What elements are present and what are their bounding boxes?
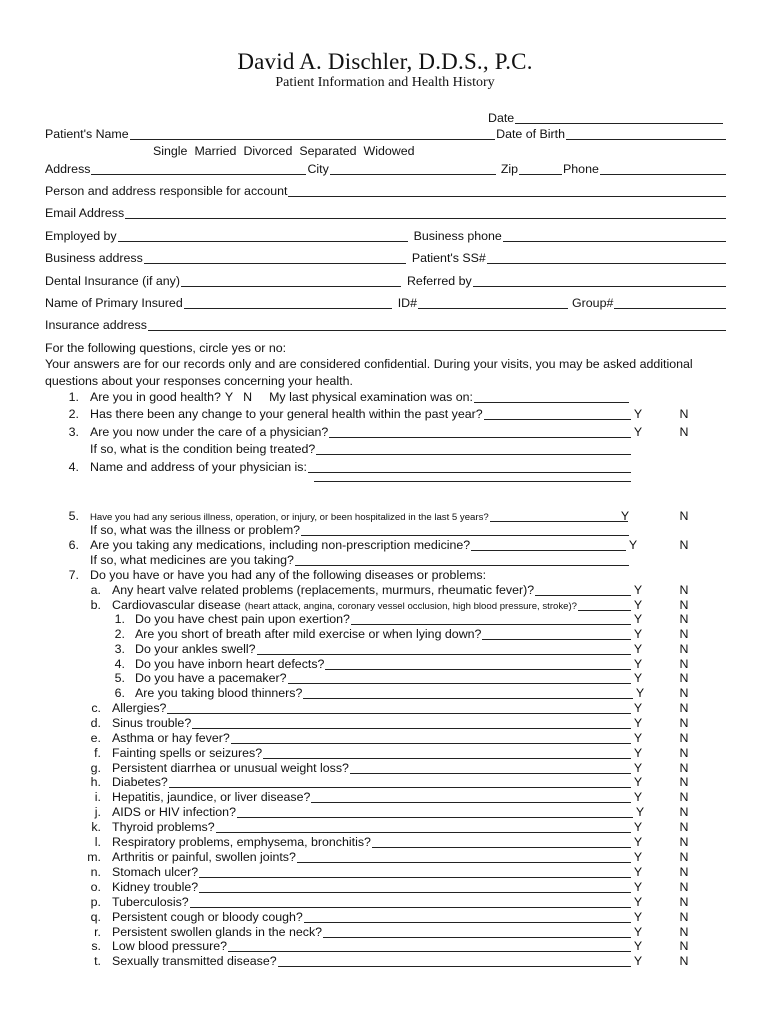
q7-item-a bbox=[45, 582, 632, 598]
item-letter: 4. bbox=[114, 657, 125, 671]
question-1 bbox=[45, 389, 630, 405]
answer-line[interactable] bbox=[237, 817, 633, 818]
date-row bbox=[488, 110, 724, 126]
answer-line[interactable] bbox=[297, 862, 631, 863]
responsible-label: Person and address responsible for account bbox=[45, 184, 288, 198]
q7b-yes-option[interactable]: Y bbox=[633, 598, 643, 612]
question-text: Has there been any change to your general health within the past year? bbox=[90, 407, 483, 421]
q7d-no-option[interactable]: N bbox=[679, 716, 689, 730]
answer-line[interactable] bbox=[263, 758, 631, 759]
item-text: Any heart valve related problems (replacements, murmurs, rheumatic fever)? bbox=[112, 583, 535, 597]
item-letter: j. bbox=[94, 805, 101, 819]
q7r-no-option[interactable]: N bbox=[679, 925, 689, 939]
q7h-no-option[interactable]: N bbox=[679, 775, 689, 789]
q7b5-no-option[interactable]: N bbox=[679, 671, 689, 685]
question-text: Are you now under the care of a physician? bbox=[90, 425, 329, 439]
primary-insured-field[interactable] bbox=[184, 308, 392, 309]
date-field[interactable] bbox=[515, 123, 723, 124]
q7b2-yes-option[interactable]: Y bbox=[633, 627, 643, 641]
medicines-label: If so, what medicines are you taking? bbox=[90, 553, 294, 567]
q7p-no-option[interactable]: N bbox=[679, 895, 689, 909]
q7b4-no-option[interactable]: N bbox=[679, 657, 689, 671]
item-text: Do your ankles swell? bbox=[135, 642, 256, 656]
q7f-no-option[interactable]: N bbox=[679, 746, 689, 760]
answer-line[interactable] bbox=[216, 832, 631, 833]
dental-insurance-field[interactable] bbox=[181, 286, 401, 287]
question-2 bbox=[45, 406, 632, 422]
item-text: Fainting spells or seizures? bbox=[112, 746, 263, 760]
answer-line[interactable] bbox=[199, 892, 631, 893]
physician-field-line-2 bbox=[313, 479, 632, 495]
q6-no-option[interactable]: N bbox=[679, 538, 689, 552]
patients-name-field[interactable] bbox=[130, 139, 495, 140]
last-physical-label: My last physical examination was on: bbox=[269, 390, 473, 404]
city-label: City bbox=[307, 162, 329, 176]
q7r-yes-option[interactable]: Y bbox=[633, 925, 643, 939]
q7-item-l bbox=[45, 834, 632, 850]
item-text: Sinus trouble? bbox=[112, 716, 192, 730]
patient-name-row bbox=[45, 126, 727, 142]
illness-label: If so, what was the illness or problem? bbox=[90, 523, 301, 537]
item-text: Persistent cough or bloody cough? bbox=[112, 910, 303, 924]
marital-status-options bbox=[153, 143, 415, 159]
q7-item-c bbox=[45, 700, 632, 716]
dental-insurance-label: Dental Insurance (if any) bbox=[45, 274, 180, 288]
item-letter: g. bbox=[90, 761, 101, 775]
q7q-yes-option[interactable]: Y bbox=[633, 910, 643, 924]
question-6 bbox=[45, 537, 627, 553]
q7m-yes-option[interactable]: Y bbox=[633, 850, 643, 864]
zip-label: Zip bbox=[500, 162, 519, 176]
q7c-no-option[interactable]: N bbox=[679, 701, 689, 715]
answer-line[interactable] bbox=[278, 966, 631, 967]
answer-line[interactable] bbox=[484, 419, 631, 420]
answer-line[interactable] bbox=[288, 683, 631, 684]
item-letter: 1. bbox=[114, 612, 125, 626]
item-letter: 3. bbox=[114, 642, 125, 656]
q7-item-d bbox=[45, 715, 632, 731]
date-of-birth-field[interactable] bbox=[566, 139, 726, 140]
q7j-no-option[interactable]: N bbox=[679, 805, 689, 819]
q7-item-t bbox=[45, 953, 632, 969]
question-number: 5. bbox=[68, 509, 79, 523]
insurance-address-field[interactable] bbox=[148, 330, 726, 331]
q7m-no-option[interactable]: N bbox=[679, 850, 689, 864]
insurance-address-label: Insurance address bbox=[45, 318, 147, 332]
q3-yes-option[interactable]: Y bbox=[633, 425, 643, 439]
last-physical-field[interactable] bbox=[474, 402, 629, 403]
answer-line[interactable] bbox=[372, 847, 631, 848]
question-text: Do you have or have you had any of the following diseases or problems: bbox=[90, 568, 487, 582]
q2-yes-option[interactable]: Y bbox=[633, 407, 643, 421]
item-letter: t. bbox=[94, 954, 101, 968]
q7-sub-item-3 bbox=[45, 641, 632, 657]
answer-line[interactable] bbox=[535, 595, 631, 596]
referred-field[interactable] bbox=[473, 286, 726, 287]
condition-field[interactable] bbox=[316, 454, 631, 455]
status-single[interactable]: Single bbox=[153, 144, 188, 158]
responsible-field[interactable] bbox=[288, 196, 726, 197]
primary-insured-row bbox=[45, 295, 727, 311]
patients-name-label: Patient's Name bbox=[45, 127, 129, 141]
q7l-yes-option[interactable]: Y bbox=[633, 835, 643, 849]
item-text: Are you taking blood thinners? bbox=[135, 686, 303, 700]
q7b5-yes-option[interactable]: Y bbox=[633, 671, 643, 685]
item-text: Do you have a pacemaker? bbox=[135, 671, 287, 685]
status-separated[interactable]: Separated bbox=[299, 144, 357, 158]
answer-line[interactable] bbox=[228, 951, 631, 952]
q1-yes-option[interactable]: Y bbox=[224, 390, 234, 404]
q7o-no-option[interactable]: N bbox=[679, 880, 689, 894]
q7t-no-option[interactable]: N bbox=[679, 954, 689, 968]
item-letter: m. bbox=[87, 850, 101, 864]
answer-line[interactable] bbox=[303, 698, 633, 699]
q7i-yes-option[interactable]: Y bbox=[633, 790, 643, 804]
q7-item-m bbox=[45, 849, 632, 865]
instructions-line-3: questions about your responses concerning your health. bbox=[45, 374, 353, 388]
question-6-followup bbox=[45, 552, 630, 568]
answer-line[interactable] bbox=[167, 713, 631, 714]
email-label: Email Address bbox=[45, 206, 125, 220]
item-note: (heart attack, angina, coronary vessel occlusion, high blood pressure, stroke)? bbox=[244, 601, 578, 612]
q7-sub-item-2 bbox=[45, 626, 632, 642]
business-address-field[interactable] bbox=[144, 263, 406, 264]
item-text: Asthma or hay fever? bbox=[112, 731, 230, 745]
answer-line[interactable] bbox=[257, 654, 631, 655]
page-title: David A. Dischler, D.D.S., P.C. bbox=[237, 49, 533, 74]
q7-item-o bbox=[45, 879, 632, 895]
q7o-yes-option[interactable]: Y bbox=[633, 880, 643, 894]
q7-item-q bbox=[45, 909, 632, 925]
item-text: Thyroid problems? bbox=[112, 820, 215, 834]
email-row bbox=[45, 205, 727, 221]
item-letter: s. bbox=[91, 939, 101, 953]
item-text: Respiratory problems, emphysema, bronchitis? bbox=[112, 835, 371, 849]
zip-field[interactable] bbox=[519, 174, 562, 175]
question-text: Are you in good health? bbox=[90, 390, 221, 404]
item-letter: d. bbox=[90, 716, 101, 730]
answer-line[interactable] bbox=[329, 437, 631, 438]
q7-item-h bbox=[45, 774, 632, 790]
responsible-row bbox=[45, 183, 727, 199]
answer-line[interactable] bbox=[311, 802, 631, 803]
q1-no-option[interactable]: N bbox=[243, 390, 253, 404]
status-widowed[interactable]: Widowed bbox=[363, 144, 415, 158]
status-divorced[interactable]: Divorced bbox=[243, 144, 293, 158]
medicines-field[interactable] bbox=[295, 565, 629, 566]
item-text: Cardiovascular disease bbox=[112, 598, 241, 612]
q5-yes-option[interactable]: Y bbox=[620, 509, 630, 523]
q7j-yes-option[interactable]: Y bbox=[635, 805, 645, 819]
q7b1-yes-option[interactable]: Y bbox=[633, 612, 643, 626]
q7-item-j bbox=[45, 804, 634, 820]
answer-line[interactable] bbox=[169, 787, 631, 788]
q7g-no-option[interactable]: N bbox=[679, 761, 689, 775]
answer-line[interactable] bbox=[351, 624, 631, 625]
question-text: Are you taking any medications, including non-prescription medicine? bbox=[90, 538, 471, 552]
question-3 bbox=[45, 424, 632, 440]
phone-label: Phone bbox=[563, 162, 599, 176]
question-number: 7. bbox=[68, 568, 79, 582]
status-married[interactable]: Married bbox=[194, 144, 237, 158]
item-text: Kidney trouble? bbox=[112, 880, 199, 894]
q3-no-option[interactable]: N bbox=[679, 425, 689, 439]
address-label: Address bbox=[45, 162, 91, 176]
item-text: Do you have chest pain upon exertion? bbox=[135, 612, 350, 626]
q7a-no-option[interactable]: N bbox=[679, 583, 689, 597]
item-text: Tuberculosis? bbox=[112, 895, 189, 909]
q7g-yes-option[interactable]: Y bbox=[633, 761, 643, 775]
answer-line[interactable] bbox=[231, 743, 631, 744]
answer-line[interactable] bbox=[192, 728, 631, 729]
q7q-no-option[interactable]: N bbox=[679, 910, 689, 924]
q7-sub-item-5 bbox=[45, 670, 632, 686]
answer-line[interactable] bbox=[304, 922, 631, 923]
q7b4-yes-option[interactable]: Y bbox=[633, 657, 643, 671]
ss-field[interactable] bbox=[487, 263, 726, 264]
item-letter: q. bbox=[90, 910, 101, 924]
item-text: Sexually transmitted disease? bbox=[112, 954, 277, 968]
item-letter: c. bbox=[91, 701, 101, 715]
q7-item-s bbox=[45, 938, 632, 954]
condition-label: If so, what is the condition being treated? bbox=[90, 442, 316, 456]
item-text: Persistent diarrhea or unusual weight loss? bbox=[112, 761, 349, 775]
email-field[interactable] bbox=[125, 218, 726, 219]
q7c-yes-option[interactable]: Y bbox=[633, 701, 643, 715]
answer-line[interactable] bbox=[471, 550, 626, 551]
question-5-followup bbox=[45, 522, 630, 538]
q2-no-option[interactable]: N bbox=[679, 407, 689, 421]
business-phone-label: Business phone bbox=[413, 229, 502, 243]
address-field[interactable] bbox=[91, 174, 306, 175]
q7n-no-option[interactable]: N bbox=[679, 865, 689, 879]
q7b1-no-option[interactable]: N bbox=[679, 612, 689, 626]
answer-line[interactable] bbox=[482, 639, 631, 640]
q7n-yes-option[interactable]: Y bbox=[633, 865, 643, 879]
business-address-row bbox=[45, 250, 727, 266]
address-row bbox=[45, 161, 727, 177]
dental-insurance-row bbox=[45, 273, 727, 289]
q7t-yes-option[interactable]: Y bbox=[633, 954, 643, 968]
business-address-label: Business address bbox=[45, 251, 143, 265]
q7e-yes-option[interactable]: Y bbox=[633, 731, 643, 745]
q7b6-no-option[interactable]: N bbox=[679, 686, 689, 700]
instructions-line-1: For the following questions, circle yes or no: bbox=[45, 341, 287, 355]
q7-sub-item-6 bbox=[45, 685, 634, 701]
ss-label: Patient's SS# bbox=[411, 251, 486, 265]
item-letter: i. bbox=[94, 790, 101, 804]
q7d-yes-option[interactable]: Y bbox=[633, 716, 643, 730]
employed-row bbox=[45, 228, 727, 244]
insurance-address-row bbox=[45, 317, 727, 333]
item-letter: p. bbox=[90, 895, 101, 909]
question-number: 4. bbox=[68, 460, 79, 474]
item-letter: r. bbox=[94, 925, 101, 939]
q7h-yes-option[interactable]: Y bbox=[633, 775, 643, 789]
q7-item-i bbox=[45, 789, 632, 805]
group-label: Group# bbox=[572, 296, 614, 310]
q7b-no-option[interactable]: N bbox=[679, 598, 689, 612]
question-number: 6. bbox=[68, 538, 79, 552]
item-text: Persistent swollen glands in the neck? bbox=[112, 925, 323, 939]
physician-field[interactable] bbox=[308, 472, 631, 473]
question-7 bbox=[45, 567, 630, 583]
q7-item-e bbox=[45, 730, 632, 746]
q7b6-yes-option[interactable]: Y bbox=[635, 686, 645, 700]
item-letter: n. bbox=[90, 865, 101, 879]
answer-line[interactable] bbox=[190, 907, 631, 908]
q7k-no-option[interactable]: N bbox=[679, 820, 689, 834]
referred-label: Referred by bbox=[406, 274, 472, 288]
illness-field[interactable] bbox=[301, 535, 629, 536]
item-text: Allergies? bbox=[112, 701, 167, 715]
item-text: Do you have inborn heart defects? bbox=[135, 657, 325, 671]
group-field[interactable] bbox=[614, 308, 726, 309]
question-4 bbox=[45, 459, 632, 475]
q7-item-f bbox=[45, 745, 632, 761]
q7-item-p bbox=[45, 894, 632, 910]
q7a-yes-option[interactable]: Y bbox=[633, 583, 643, 597]
item-text: Low blood pressure? bbox=[112, 939, 228, 953]
item-letter: l. bbox=[94, 835, 101, 849]
item-letter: 5. bbox=[114, 671, 125, 685]
item-text: Stomach ulcer? bbox=[112, 865, 199, 879]
q7b2-no-option[interactable]: N bbox=[679, 627, 689, 641]
question-number: 2. bbox=[68, 407, 79, 421]
q7b3-yes-option[interactable]: Y bbox=[633, 642, 643, 656]
employed-field[interactable] bbox=[118, 241, 408, 242]
instructions-line-2: Your answers are for our records only and are considered confidential. During your visits, you may be asked additional bbox=[45, 357, 693, 371]
q7f-yes-option[interactable]: Y bbox=[633, 746, 643, 760]
page-subtitle: Patient Information and Health History bbox=[275, 75, 495, 90]
q7-item-k bbox=[45, 819, 632, 835]
date-label: Date bbox=[488, 111, 515, 125]
question-number: 3. bbox=[68, 425, 79, 439]
q7s-no-option[interactable]: N bbox=[679, 939, 689, 953]
q7i-no-option[interactable]: N bbox=[679, 790, 689, 804]
physician-field-2[interactable] bbox=[314, 481, 631, 482]
id-field[interactable] bbox=[418, 308, 568, 309]
q7-sub-item-1 bbox=[45, 611, 632, 627]
item-letter: 6. bbox=[114, 686, 125, 700]
item-letter: a. bbox=[90, 583, 101, 597]
item-letter: o. bbox=[90, 880, 101, 894]
answer-line[interactable] bbox=[199, 877, 631, 878]
primary-insured-label: Name of Primary Insured bbox=[45, 296, 183, 310]
item-text: Hepatitis, jaundice, or liver disease? bbox=[112, 790, 311, 804]
q7p-yes-option[interactable]: Y bbox=[633, 895, 643, 909]
q7-item-n bbox=[45, 864, 632, 880]
employed-label: Employed by bbox=[45, 229, 117, 243]
q7s-yes-option[interactable]: Y bbox=[633, 939, 643, 953]
q7e-no-option[interactable]: N bbox=[679, 731, 689, 745]
q5-no-option[interactable]: N bbox=[679, 509, 689, 523]
id-label: ID# bbox=[397, 296, 418, 310]
item-text: Are you short of breath after mild exercise or when lying down? bbox=[135, 627, 482, 641]
question-text: Have you had any serious illness, operation, or injury, or been hospitalized in the last 5 years? bbox=[90, 512, 489, 523]
item-letter: 2. bbox=[114, 627, 125, 641]
q6-yes-option[interactable]: Y bbox=[628, 538, 638, 552]
q7k-yes-option[interactable]: Y bbox=[633, 820, 643, 834]
city-field[interactable] bbox=[330, 174, 496, 175]
question-3-followup bbox=[45, 441, 632, 457]
item-letter: f. bbox=[94, 746, 101, 760]
item-letter: h. bbox=[90, 775, 101, 789]
q7l-no-option[interactable]: N bbox=[679, 835, 689, 849]
item-text: Arthritis or painful, swollen joints? bbox=[112, 850, 296, 864]
item-text: Diabetes? bbox=[112, 775, 168, 789]
q7b3-no-option[interactable]: N bbox=[679, 642, 689, 656]
phone-field[interactable] bbox=[600, 174, 726, 175]
date-of-birth-label: Date of Birth bbox=[496, 127, 565, 141]
question-text: Name and address of your physician is: bbox=[90, 460, 307, 474]
item-letter: b. bbox=[90, 598, 101, 612]
item-letter: k. bbox=[91, 820, 101, 834]
question-number: 1. bbox=[68, 390, 79, 404]
item-text: AIDS or HIV infection? bbox=[112, 805, 236, 819]
business-phone-field[interactable] bbox=[503, 241, 726, 242]
item-letter: e. bbox=[90, 731, 101, 745]
